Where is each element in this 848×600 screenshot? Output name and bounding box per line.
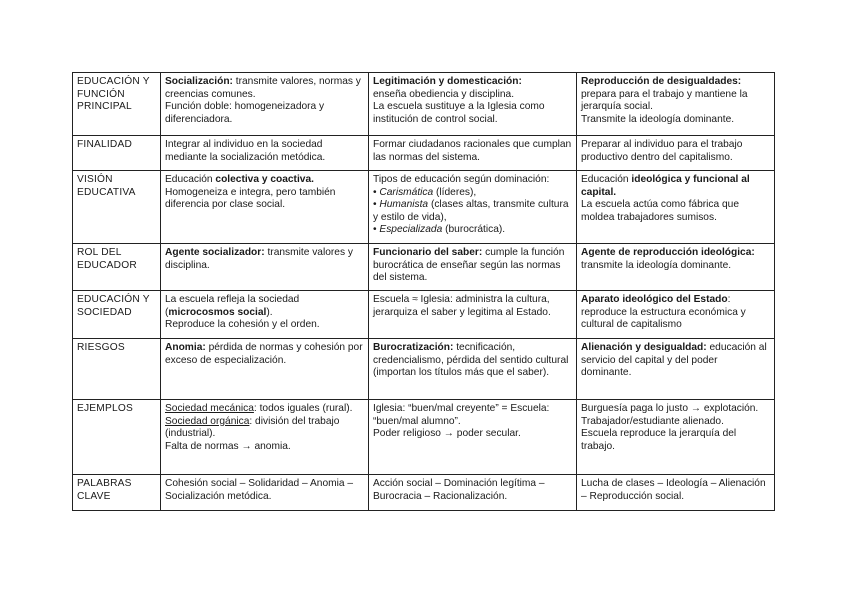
row-label: EJEMPLOS [73,400,161,475]
cell-line: Trabajador/estudiante alienado. [581,415,724,427]
table-cell [577,475,775,511]
cell-text: Preparar al individuo para el trabajo productivo dentro del capitalismo. [581,139,743,163]
table-cell [161,73,369,136]
cell-text: Escuela ≈ Iglesia: administra la cultura, jerarquiza el saber y legitima al Estado. [373,294,551,318]
list-desc: (burocrática). [442,224,506,236]
list-item: • Carismática (líderes), [373,186,477,198]
table-row [73,136,775,171]
row-label: EDUCACIÓN Y FUNCIÓN PRINCIPAL [73,73,161,136]
cell-term: Sociedad orgánica [165,415,250,427]
row-label: RIESGOS [73,339,161,400]
cell-text: tecnificación, credencialismo, pérdida del sentido cultural (importan los títulos más que el saber). [373,342,569,379]
cell-text: La escuela refleja la sociedad ( [165,294,300,318]
table-row [73,400,775,475]
table-cell [369,171,577,244]
row-label: VISIÓN EDUCATIVA [73,171,161,244]
table-cell [369,136,577,171]
cell-line [165,403,364,416]
row-label: EDUCACIÓN Y SOCIEDAD [73,291,161,339]
cell-text: cumple la función burocrática de enseñar según las normas del sistema. [373,247,565,284]
table-cell [161,339,369,400]
cell-text: educación al servicio del capital y del poder dominante. [581,342,767,379]
cell-line: Iglesia: “buen/mal creyente” = Escuela: “buen/mal alumno”. [373,403,550,427]
cell-intro: Tipos de educación según dominación: [373,174,550,185]
cell-text: transmite valores y disciplina. [165,247,353,271]
cell-line: La escuela sustituye a la Iglesia como institución de control social. [373,101,545,125]
cell-title: Socialización: [165,76,233,87]
list-item: • Especializada (burocrática). [373,224,506,236]
table-cell [577,244,775,291]
list-term: Humanista [379,199,429,211]
cell-title: Aparato ideológico del Estado [581,294,728,305]
table-cell [577,291,775,339]
cell-text: : división del trabajo (industrial). [165,415,340,440]
cell-title: Funcionario del saber: [373,247,483,258]
cell-line: Falta de normas → anomia. [165,440,291,452]
list-desc: (líderes), [433,186,477,198]
table-cell [161,475,369,511]
cell-text: Cohesión social – Solidaridad – Anomia – Socialización metódica. [165,478,354,502]
row-label: FINALIDAD [73,136,161,171]
cell-title: Alienación y desigualdad: [581,342,707,353]
list-term: Carismática [379,186,434,198]
cell-title: Anomia: [165,342,206,353]
table-cell [369,400,577,475]
list-desc: (clases altas, transmite cultura y estilo de vida), [373,199,569,223]
cell-title: colectiva y coactiva. [215,174,314,185]
list-item: • Humanista (clases altas, transmite cultura y estilo de vida), [373,199,569,223]
cell-title: ideológica y funcional al capital. [581,174,750,198]
table-cell [161,244,369,291]
cell-line: La escuela actúa como fábrica que moldea trabajadores sumisos. [581,199,740,223]
cell-line: Burguesía paga lo justo → explotación. [581,403,759,414]
table-cell [369,475,577,511]
cell-title: Legitimación y domesticación: [373,76,522,87]
row-label: PALABRAS CLAVE [73,475,161,511]
table-cell [369,73,577,136]
list-term: Especializada [379,224,443,236]
table-cell [577,400,775,475]
cell-text: pérdida de normas y cohesión por exceso de especialización. [165,342,363,366]
table-cell [161,136,369,171]
row-label: ROL DEL EDUCADOR [73,244,161,291]
table-cell [577,171,775,244]
table-cell [161,291,369,339]
cell-line: Escuela reproduce la jerarquía del trabajo. [581,428,737,452]
cell-text: transmite valores, normas y creencias comunes. [165,76,361,100]
cell-title: Agente de reproducción ideológica: [581,247,755,258]
table-cell [161,171,369,244]
table-row [73,73,775,136]
cell-text: Acción social – Dominación legítima – Burocracia – Racionalización. [373,478,545,502]
table-cell [577,73,775,136]
cell-title: Agente socializador: [165,247,265,258]
cell-title: microcosmos social [168,306,267,318]
cell-line: Homogeneiza e integra, pero también diferencia por clase social. [165,186,336,211]
cell-text: transmite la ideología dominante. [581,259,732,271]
cell-line: Reproduce la cohesión y el orden. [165,319,320,331]
cell-text: Educación [581,174,632,185]
cell-line: Poder religioso → poder secular. [373,428,521,440]
table-cell [369,244,577,291]
cell-line: Función doble: homogeneizadora y diferenciadora. [165,101,325,125]
table-cell [577,339,775,400]
cell-text: Formar ciudadanos racionales que cumplan las normas del sistema. [373,139,572,163]
table-row [73,291,775,339]
table-cell [577,136,775,171]
cell-text: enseña obediencia y disciplina. [373,88,515,100]
cell-term: Sociedad mecánica [165,403,254,414]
cell-title: Burocratización: [373,342,454,353]
cell-text: : todos iguales (rural). [253,403,353,414]
cell-line: Transmite la ideología dominante. [581,113,735,125]
cell-text: : reproduce la estructura económica y cultural de capitalismo [581,294,746,331]
comparison-table [72,72,775,511]
cell-text: Lucha de clases – Ideología – Alienación – Reproducción social. [581,478,766,502]
table-row [73,244,775,291]
cell-title: Reproducción de desigualdades: [581,76,742,87]
table-cell [369,339,577,400]
cell-text: Educación [165,174,216,185]
cell-text: ). [266,306,273,318]
cell-text: prepara para el trabajo y mantiene la jerarquía social. [581,88,748,113]
table-cell [369,291,577,339]
table-cell [161,400,369,475]
table-row [73,339,775,400]
cell-line [165,416,364,441]
cell-text: Integrar al individuo en la sociedad mediante la socialización metódica. [165,139,326,163]
table-row [73,475,775,511]
table-row [73,171,775,244]
